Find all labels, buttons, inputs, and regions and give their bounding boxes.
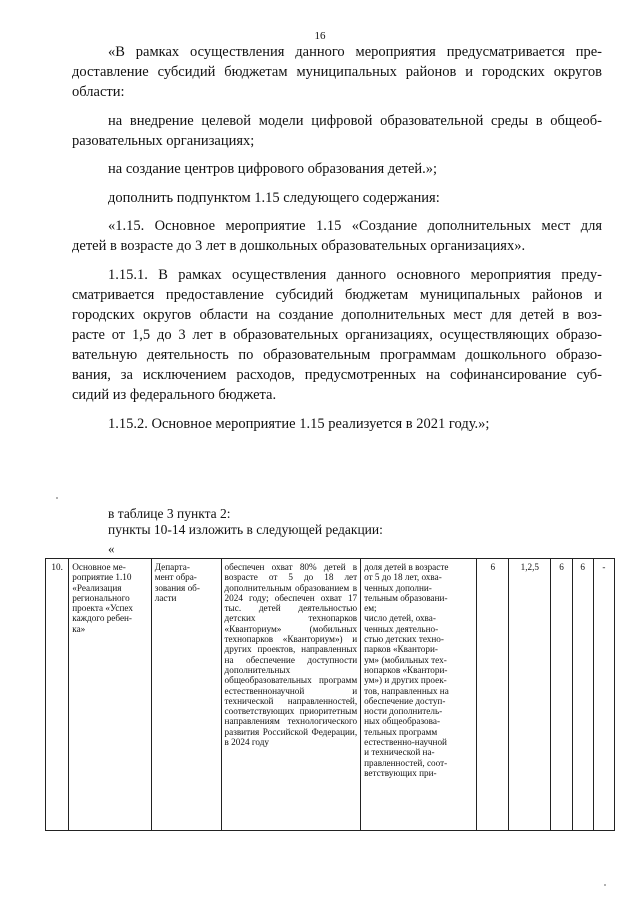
text-line: области: bbox=[72, 84, 125, 100]
text-line: пункты 10-14 изложить в следующей редакции: bbox=[108, 522, 383, 537]
value-cell: 6 bbox=[572, 559, 593, 831]
scan-speck bbox=[604, 884, 606, 886]
text-line: расте от 1,5 до 3 лет в образовательных организациях, осуществляющих образо- bbox=[72, 326, 602, 343]
row-number: 10. bbox=[46, 559, 69, 831]
text-line: на внедрение целевой модели цифровой образовательной среды в общеоб- bbox=[108, 112, 602, 129]
text-line: доставление субсидий бюджетам муниципальных районов и городских округов bbox=[72, 64, 602, 80]
table-row bbox=[46, 559, 615, 831]
text-line: сматривается предоставление субсидий бюджетам муниципальных районов и bbox=[72, 286, 602, 303]
paragraph bbox=[72, 265, 602, 405]
value-cell: 1,2,5 bbox=[509, 559, 551, 831]
text-line: «В рамках осуществления данного мероприятия предусматривается пре- bbox=[108, 44, 602, 60]
executor-cell: Департа- мент обра- зования об- ласти bbox=[151, 559, 221, 831]
text-line: на создание центров цифрового образования детей.»; bbox=[108, 161, 438, 178]
text-line: 1.15.1. В рамках осуществления данного основного мероприятия преду- bbox=[108, 266, 602, 283]
event-cell: Основное ме- роприятие 1.10 «Реализация регионального проекта «Успех каждого ребен- ка» bbox=[69, 559, 151, 831]
paragraph bbox=[72, 42, 602, 102]
body-text bbox=[72, 42, 602, 434]
text-line: дополнить подпунктом 1.15 следующего содержания: bbox=[108, 189, 440, 206]
text-line: городских округов области на создание дополнительных мест для детей в воз- bbox=[72, 306, 602, 323]
text-line: в таблице 3 пункта 2: bbox=[108, 506, 231, 521]
paragraph bbox=[72, 111, 602, 151]
text-line: вания, за исключением расходов, предусмотренных на софинансирование суб- bbox=[72, 366, 602, 383]
program-table bbox=[45, 558, 615, 831]
indicator-cell: доля детей в возрасте от 5 до 18 лет, охва- ченных дополни- тельным образовани- ем; число детей, охва- ченных деятельно- стью детских техно- парков «Квантори- ум» (мобильных тех- нопарков «Квантори- ум») и других проек- тов, направленных на обеспечение доступ- ности дополнитель- ных общеобразова- тельных программ естественно-научной и технической на- правленностей, соот- ветствующих при- bbox=[361, 559, 477, 831]
value-cell: 6 bbox=[551, 559, 572, 831]
paragraph bbox=[72, 188, 602, 208]
result-cell: обеспечен охват 80% детей в возрасте от 5 до 18 лет дополнительным образованием в 2024 году; обеспечен охват 17 тыс. детей деятельностью детских технопарков «Кванториум» (мобильных технопарков «Кванториум») и других проектов, направленных на обеспечение доступности дополнительных общеобразовательных программ естественнонаучной и технической направленностей, соответствующих приоритетным направлениям технологического развития Российской Федерации, в 2024 году bbox=[221, 559, 361, 831]
paragraph bbox=[72, 216, 602, 256]
opening-quote: « bbox=[108, 541, 115, 556]
scan-speck bbox=[56, 497, 58, 499]
value-cell: - bbox=[593, 559, 614, 831]
table-intro bbox=[108, 506, 383, 538]
text-line: «1.15. Основное мероприятие 1.15 «Создание дополнительных мест для bbox=[108, 218, 602, 235]
paragraph bbox=[72, 414, 602, 434]
value-cell: 6 bbox=[477, 559, 509, 831]
text-line: сидий из федерального бюджета. bbox=[72, 386, 277, 403]
text-line: 1.15.2. Основное мероприятие 1.15 реализуется в 2021 году.»; bbox=[108, 415, 490, 432]
page-number: 16 bbox=[314, 30, 326, 42]
paragraph bbox=[72, 159, 602, 179]
text-line: детей в возрасте до 3 лет в дошкольных образовательных организациях». bbox=[72, 238, 526, 255]
text-line: разовательных организациях; bbox=[72, 132, 255, 149]
text-line: вательную деятельность по образовательным программам дошкольного образо- bbox=[72, 346, 602, 363]
